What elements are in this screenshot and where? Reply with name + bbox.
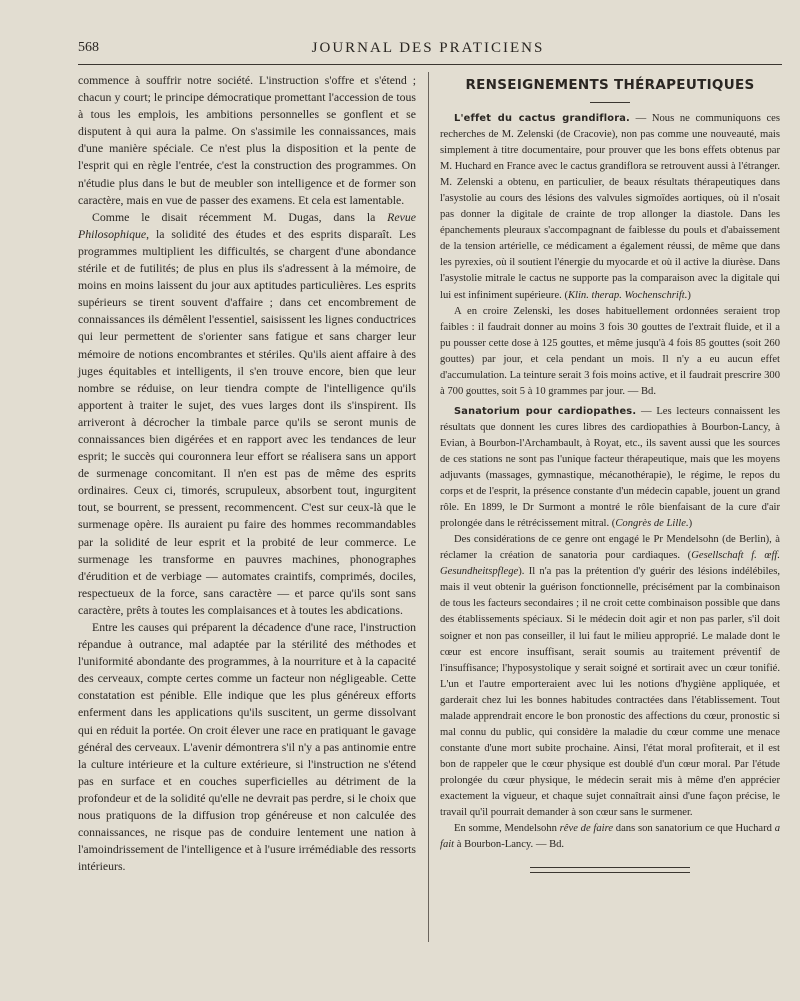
journal-title: JOURNAL DES PRATICIENS xyxy=(311,40,545,56)
paragraph-text: dans son sanatorium ce que Huchard xyxy=(613,823,775,835)
journal-citation: Revue Philosophique xyxy=(78,209,416,241)
citation: Klin. therap. Wochenschrift. xyxy=(567,289,688,301)
header-rule xyxy=(78,64,782,65)
article-heading: L'effet du cactus grandiflora. xyxy=(454,113,630,124)
column-divider xyxy=(428,72,429,942)
page-number: 568 xyxy=(78,40,99,55)
article-paragraph xyxy=(440,404,780,532)
emphasis: a fait xyxy=(440,823,781,851)
paragraph-text: — Les lecteurs connaissent les résultats que donnent les cures libres des cardiopathies à Bourbon-Lancy, à Evian, à Bourbon-l'Archambault, à Royat, etc., ils savent aussi que les sources de ces stations ne sont pas l'unique facteur thérapeutique, mais que les moyens adjuvants (massages, gymnastique, mécanothérapie), le régime, le repos du corps et de l'esprit, la présence constante d'un médecin capable, jouent un grand rôle. En 1899, le Dr Surmont a montré le rôle bienfaisant de la cure d'air prolongée dans le rétrécissement mitral. ( xyxy=(440,405,781,530)
page-header xyxy=(78,40,778,62)
paragraph-text: — Nous ne communiquons ces recherches de M. Zelenski (de Cracovie), non pas comme une nouveauté, mais simplement à titre documentaire, pour prouver que les bons effets obtenus par M. Huchard en France avec le cactus grandiflora se retrouvent aussi à l'étranger. M. Zelenski a obtenu, en particulier, de beaux résultats thérapeutiques dans l'asystolie au cours des lésions des valvules sigmoïdes aortiques, où il n'osait pas donner la digitale de crainte de trop allonger la diastole. Dans les épanchements pleuraux s'accompagnant de faiblesse du pouls et d'abaissement de la tension artérielle, ce médicament a également réussi, de même que dans les pyrexies, où il soutient l'énergie du myocarde et où il active la diurèse. Dans l'asystolie mitrale le cactus ne supporte pas la comparaison avec la digitale qui lui est infiniment supérieure. ( xyxy=(440,113,780,301)
right-column xyxy=(440,72,780,873)
end-ornament-rule xyxy=(530,867,690,873)
emphasis: rêve de faire xyxy=(559,823,614,835)
paragraph-text: ). Il n'a pas la prétention d'y guérir des lésions indélébiles, mais il veut obtenir la guérison fonctionnelle, précisément par la combinaison de tous les facteurs secondaires ; il ne croit cette combinaison possible que dans des établissements spéciaux. Si le médecin doit agir et non pas parler, s'il doit soigner et non pas conseiller, il lui faut le milieu approprié. Le malade dont le cœur est encore insuffisant, serait soumis au traitement préventif de l'insuffisance; l'hyposystolique y serait soigné et sortirait avec un cœur tonifié. L'un et l'autre emporteraient avec lui les notions d'hygiène appliquée, et garderait chez lui les bonnes habitudes contractées dans l'établissement. Tout malade apprendrait encore le bon pronostic des affections du cœur, pronostic si mal connu du public, qui considère la maladie du cœur comme une menace constante d'une mort subite prochaine. Ainsi, l'état moral profiterait, et il est bon de rappeler que le cœur physique est doublé d'un cœur moral. Par l'étude prolongée du cœur physique, le médecin serait mis à même d'en apprécier exactement la vigueur, et chaque sujet connaîtrait ainsi d'une façon précise, le travail qu'il pourrait demander à son cœur sans le surmener. xyxy=(440,566,780,819)
section-rule xyxy=(590,102,630,103)
left-column xyxy=(78,72,416,875)
article-paragraph xyxy=(440,111,780,304)
paragraph-text: à Bourbon-Lancy. — Bd. xyxy=(454,839,565,851)
paragraph: commence à souffrir notre société. L'instruction s'offre et s'étend ; chacun y court; le principe démocratique promettant l'accession de tous à tous les emplois, les ambitions personnelles se gonflent et se disputent à qui aura la palme. On s'assimile les connaissances, mais d'une manière spéciale. Ce n'est plus la disposition et la pente de l'esprit qui en règle l'entrée, c'est la construction des programmes. On n'étudie plus dans le but de meubler son intelligence et de former son caractère, mais en vue de passer des examens. Et cela est lamentable. xyxy=(78,73,416,207)
article-paragraph xyxy=(440,532,780,821)
paragraph-text: Comme le disait récemment M. Dugas, dans la xyxy=(92,209,388,224)
citation: Congrès de Lille. xyxy=(615,518,689,530)
citation: Gesellschaft f. œff. Gesundheitspflege xyxy=(440,550,781,578)
article-paragraph xyxy=(440,821,780,853)
paragraph-text: ) xyxy=(687,289,691,301)
section-title: RENSEIGNEMENTS THÉRAPEUTIQUES xyxy=(465,77,755,93)
article-paragraph: A en croire Zelenski, les doses habituellement ordonnées seraient trop faibles : il faudrait donner au moins 3 fois 30 gouttes de l'extrait fluide, et il a pu pousser cette dose à 125 gouttes, et même jusqu'à 4 fois 85 gouttes (soit 260 gouttes) par jour, et cela pendant un mois. Il n'y a eu aucun effet d'accumulation. La teinture serait 3 fois moins active, et il faudrait prescrire 300 à 700 gouttes, soit 5 à 10 grammes par jour. — Bd. xyxy=(440,305,780,397)
paragraph-text: Des considérations de ce genre ont engagé le Pr Mendelsohn (de Berlin), à réclamer la création de sanatoria pour cardiaques. ( xyxy=(440,534,780,562)
paragraph-text: En somme, Mendelsohn xyxy=(454,823,560,835)
paragraph: Entre les causes qui préparent la décadence d'une race, l'instruction répandue à outrance, mal adaptée par la stérilité des méthodes et l'uniformité abondante des programmes, à la nourriture et à la capacité des cerveaux, compte certes comme un facteur non négligeable. Cette constatation est pénible. Elle indique que les plus généreux efforts enferment dans les applications qu'ils suscitent, un germe dissolvant qui en réduit la portée. On croit élever une race en pratiquant le gavage général des cerveaux. L'avenir démontrera s'il n'y a pas antinomie entre la culture intérieure et la culture extérieure, si l'instruction ne s'étend pas en surface et en couches superficielles au détriment de la profondeur et de la solidité qu'elle ne devrait pas perdre, si le choix que nous pratiquons de la diffusion trop généreuse et non calculée des connaissances, ne risque pas de conduire lentement une nation à l'amoindrissement de l'intelligence et à l'usure irrémédiable des ressorts intérieurs. xyxy=(78,620,416,874)
paragraph-text: ) xyxy=(688,518,693,530)
article-heading: Sanatorium pour cardiopathes. xyxy=(454,405,637,417)
paragraph-text: , la solidité des études et des esprits disparaît. Les programmes multiplient les difficultés, se chargent d'une abondance stérile et de futilités; de plus en plus ils s'adressent à la mémoire, de moins en moins laissent du jour aux aptitudes particulières. Les esprits supérieurs se tirent souvent d'affaire ; dans cet encombrement de connaissances ils démêlent l'essentiel, saisissent les lignes conductrices qui leur permettent de s'orienter sans fatigue et sans charger leur mémoire de notions encombrantes et stériles. Qu'ils aient affaire à des juges équitables et intelligents, il s'en trouve encore, bien que leur nombre se réduise, on leur tiendra compte de l'intelligence qu'ils apportent à traiter le sujet, des vues larges dont ils s'inspirent. Ils arriveront à décrocher la timbale parce qu'ils se seront munis de connaissances bien digérées et en rapport avec les tendances de leur esprit; le succès qui couronnera leur effort se réalisera sans un apport de surmenage concomitant. Il n'en est pas de même des esprits ordinaires. Ceux ci, timorés, scrupuleux, absorbent tout, ingurgitent tout, se bourrent, se pressent, recommencent. C'est sur ceux-là que le surmenage opère. Ils auraient pu faire des hommes recommandables par la solidité de leur esprit et la probité de leur commerce. Le surmenage les transforme en pauvres machines, phonographes d'érudition et de verbiage — automates craintifs, comprimés, dociles, respectueux de la force, sans caractère — et parce qu'ils sont sans caractère, prêts à toutes les complaisances et à toutes les abdications. xyxy=(78,226,416,617)
paragraph xyxy=(78,209,416,619)
